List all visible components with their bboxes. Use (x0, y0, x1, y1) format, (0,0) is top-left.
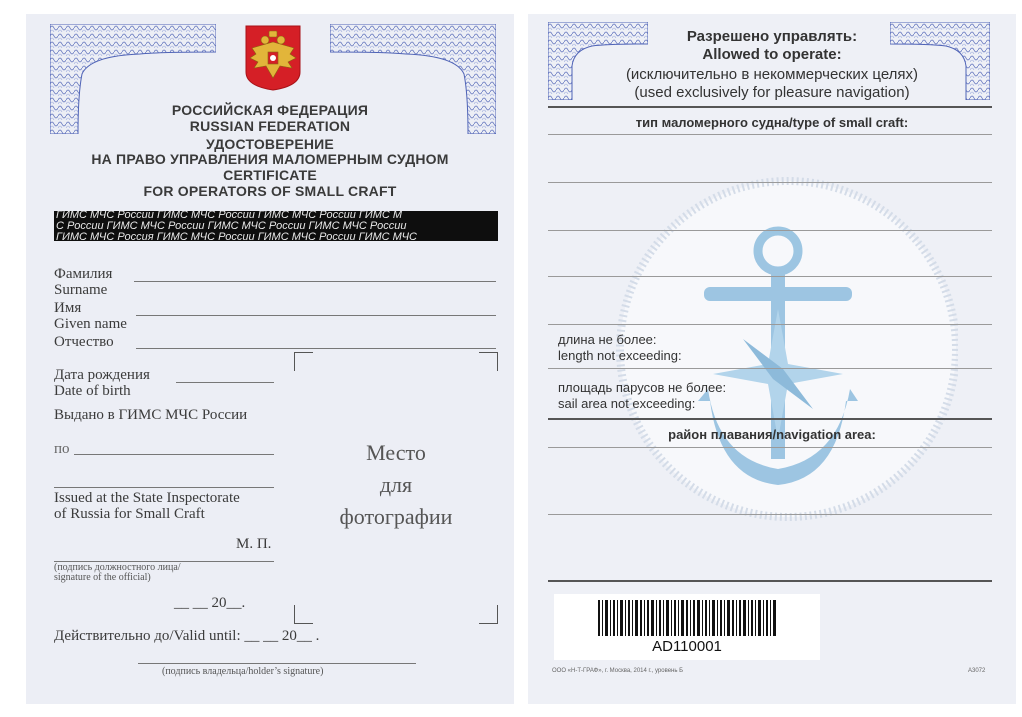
surname-ru-label: Фамилия (54, 266, 113, 282)
craft-line-1 (548, 134, 992, 135)
patronymic-line (136, 348, 496, 349)
nav-line-3 (548, 580, 992, 582)
valid-until-label: Действительно до/Valid until: __ __ 20__ . (54, 628, 320, 644)
photo-placeholder-3: фотографии (339, 504, 453, 529)
holder-signature-line (138, 663, 416, 664)
nav-line-1 (548, 447, 992, 448)
sail-line (548, 418, 992, 420)
strip-line-3: ГИМС МЧС Россия ГИМС МЧС России ГИМС МЧС России ГИМС МЧС (56, 231, 417, 241)
form-code: A3072 (968, 668, 986, 674)
stamp-mark: М. П. (236, 536, 272, 552)
coat-of-arms-icon (244, 24, 302, 92)
length-line (548, 368, 992, 369)
issued-ru-label: Выдано в ГИМС МЧС России (54, 407, 248, 423)
length-en: length not exceeding: (558, 348, 682, 363)
rule-top (548, 106, 992, 108)
craft-line-5 (548, 324, 992, 325)
issued-en-label-2: of Russia for Small Craft (54, 506, 205, 522)
surname-line (134, 281, 496, 282)
dob-line (176, 382, 274, 383)
name-ru-label: Имя (54, 300, 82, 316)
allowed-en: Allowed to operate: (702, 46, 842, 63)
craft-type-label: тип маломерного судна/type of small craft: (635, 115, 909, 130)
issued-en-label-1: Issued at the State Inspectorate (54, 490, 240, 506)
strip-line-2: С России ГИМС МЧС России ГИМС МЧС России ГИМС МЧС России (56, 220, 407, 232)
official-signature-en: signature of the official) (54, 572, 151, 583)
length-ru: длина не более: (558, 332, 657, 347)
photo-placeholder-2: для (379, 472, 413, 497)
strip-line-1: ГИМС МЧС России ГИМС МЧС России ГИМС МЧС России ГИМС М (56, 211, 403, 221)
craft-line-4 (548, 276, 992, 277)
surname-en-label: Surname (54, 282, 108, 298)
printer-info: ООО «Н-Т-ГРАФ», г. Москва, 2014 г., уровень Б (552, 668, 684, 674)
issue-date: __ __ 20__. (174, 595, 246, 611)
header-line-3: УДОСТОВЕРЕНИЕ (206, 136, 334, 152)
sail-ru: площадь парусов не более: (558, 380, 727, 395)
holder-signature-label: (подпись владельца/holder’s signature) (162, 666, 324, 677)
name-en-label: Given name (54, 316, 127, 332)
serial-number: AD110001 (652, 638, 722, 655)
allowed-ru: Разрешено управлять: (686, 28, 858, 45)
official-signature-ru: (подпись должностного лица/ (54, 562, 181, 573)
po-line (74, 454, 274, 455)
pleasure-ru: (исключительно в некоммерческих целях) (625, 66, 919, 83)
dob-ru-label: Дата рождения (54, 367, 150, 383)
header-line-5: CERTIFICATE (223, 167, 317, 183)
craft-line-2 (548, 182, 992, 183)
photo-placeholder-1: Место (366, 440, 426, 465)
certificate-right-page (528, 14, 1016, 704)
barcode-panel (554, 594, 820, 660)
certificate-left-page (26, 14, 514, 704)
header-line-4: НА ПРАВО УПРАВЛЕНИЯ МАЛОМЕРНЫМ СУДНОМ (91, 151, 449, 167)
po-label: по (54, 441, 70, 457)
navigation-area-label: район плавания/navigation area: (668, 427, 876, 442)
nav-line-2 (548, 514, 992, 515)
security-strip (54, 211, 498, 241)
barcode-icon (598, 600, 776, 636)
header-line-1: РОССИЙСКАЯ ФЕДЕРАЦИЯ (171, 102, 369, 118)
issued-line-2 (54, 487, 274, 488)
photo-frame (294, 352, 498, 624)
craft-line-3 (548, 230, 992, 231)
patronymic-ru-label: Отчество (54, 334, 114, 350)
header-line-2: RUSSIAN FEDERATION (189, 118, 351, 134)
header-line-6: FOR OPERATORS OF SMALL CRAFT (143, 183, 397, 199)
sail-en: sail area not exceeding: (558, 396, 696, 411)
name-line (136, 315, 496, 316)
dob-en-label: Date of birth (54, 383, 131, 399)
pleasure-en: (used exclusively for pleasure navigation) (634, 84, 910, 101)
